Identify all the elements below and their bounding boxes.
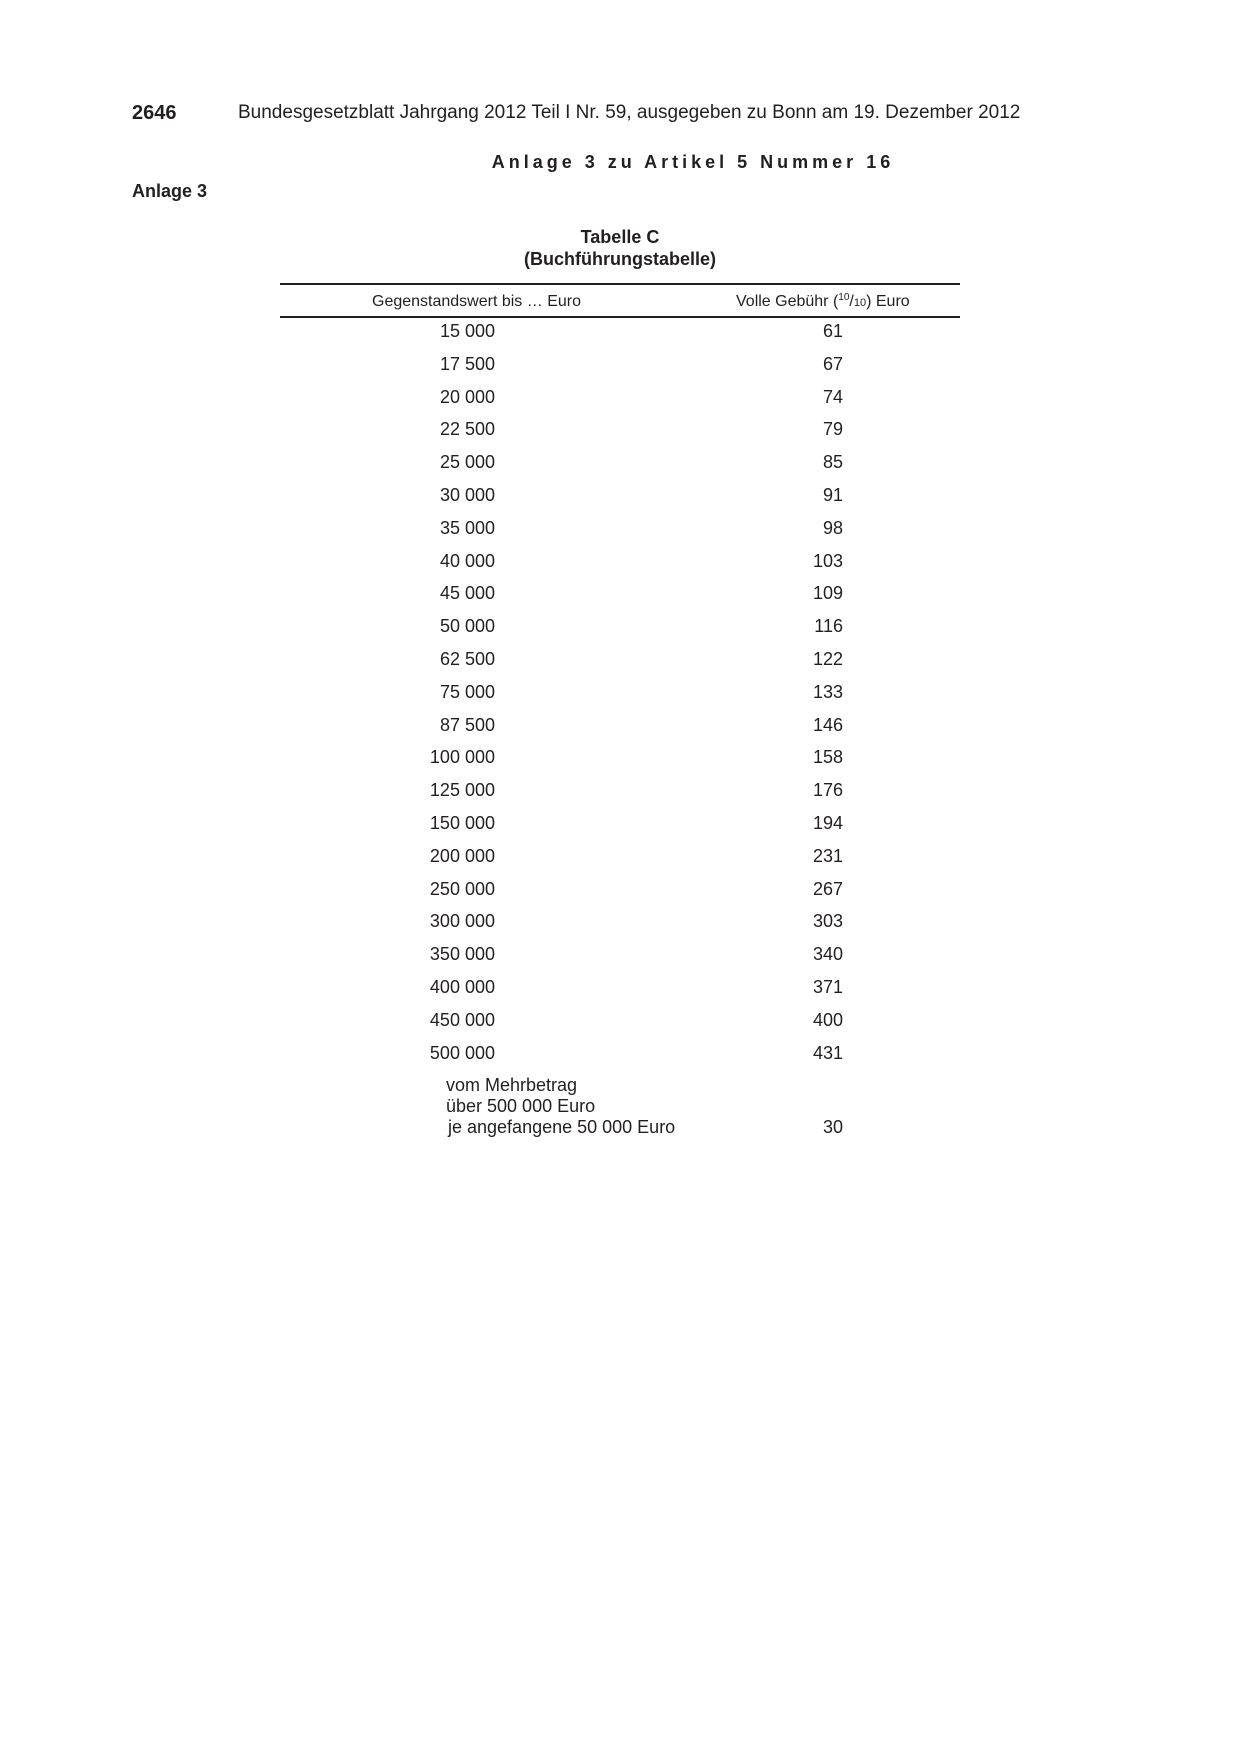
table-row	[280, 908, 960, 941]
cell-fee: 400	[812, 1009, 843, 1030]
page-number: 2646	[132, 102, 177, 124]
cell-value: 35 000	[439, 517, 495, 538]
cell-fee: 67	[822, 353, 843, 374]
table-row	[280, 974, 960, 1007]
cell-fee: 231	[812, 845, 843, 866]
cell-value: 17 500	[439, 353, 495, 374]
table-row	[280, 613, 960, 646]
cell-value: 87 500	[439, 714, 495, 735]
table-row	[280, 449, 960, 482]
cell-value: 40 000	[439, 550, 495, 571]
table-header	[280, 283, 960, 318]
cell-value: 500 000	[429, 1042, 495, 1063]
cell-fee: 116	[814, 616, 843, 637]
cell-value: 45 000	[439, 583, 495, 604]
annex-label: Anlage 3	[132, 181, 208, 201]
cell-value: 200 000	[429, 845, 495, 866]
cell-fee: 431	[812, 1042, 843, 1063]
table-row	[280, 843, 960, 876]
table-row	[280, 318, 960, 351]
cell-value: 30 000	[439, 484, 495, 505]
cell-fee: 303	[812, 911, 843, 932]
table-row	[280, 712, 960, 745]
cell-fee: 267	[812, 878, 843, 899]
surcharge-description	[446, 1075, 675, 1138]
surcharge-fee: 30	[822, 1117, 843, 1138]
table-row	[280, 1007, 960, 1040]
cell-fee: 194	[812, 812, 843, 833]
cell-value: 50 000	[439, 616, 495, 637]
table-row-surcharge	[280, 1072, 960, 1142]
table-row	[280, 679, 960, 712]
cell-fee: 98	[822, 517, 843, 538]
cell-value: 20 000	[439, 386, 495, 407]
cell-value: 22 500	[439, 419, 495, 440]
annex-heading-text: Anlage 3 zu Artikel 5 Nummer 16	[491, 152, 895, 172]
page-header	[132, 100, 1021, 126]
table-title-line1: Tabelle C	[580, 227, 660, 247]
fraction-separator: /	[849, 293, 854, 310]
cell-value: 400 000	[429, 976, 495, 997]
cell-fee: 158	[812, 747, 843, 768]
table-row	[280, 548, 960, 581]
cell-value: 15 000	[439, 321, 495, 341]
surcharge-line3: je angefangene 50 000 Euro	[448, 1117, 676, 1138]
cell-value: 62 500	[439, 648, 495, 669]
table-row	[280, 876, 960, 909]
cell-value: 250 000	[429, 878, 495, 899]
cell-value: 350 000	[429, 944, 495, 965]
table-row	[280, 646, 960, 679]
table-row	[280, 941, 960, 974]
table-row	[280, 777, 960, 810]
running-header: Bundesgesetzblatt Jahrgang 2012 Teil I Nr. 59, ausgegeben zu Bonn am 19. Dezember 2012	[238, 102, 1021, 123]
table-title	[280, 226, 960, 270]
cell-fee: 340	[812, 944, 843, 965]
cell-value: 125 000	[429, 780, 495, 801]
table-row	[280, 810, 960, 843]
table-row	[280, 384, 960, 417]
table-body	[280, 318, 960, 1072]
table-row	[280, 482, 960, 515]
fraction-numerator: 10	[838, 292, 850, 303]
fraction-denominator: 10	[853, 297, 867, 309]
cell-fee: 371	[812, 976, 843, 997]
column-header-value: Gegenstandswert bis … Euro	[372, 293, 581, 310]
cell-fee: 85	[822, 452, 843, 473]
cell-fee: 133	[812, 681, 843, 702]
table-row	[280, 416, 960, 449]
cell-value: 450 000	[429, 1009, 495, 1030]
cell-fee: 61	[822, 321, 843, 341]
cell-value: 100 000	[429, 747, 495, 768]
cell-fee: 122	[812, 648, 843, 669]
table-row	[280, 1040, 960, 1073]
column-header-fee-prefix: Volle Gebühr (	[736, 293, 839, 310]
surcharge-line2: über 500 000 Euro	[446, 1096, 596, 1117]
table-row	[280, 580, 960, 613]
column-header-fee-suffix: ) Euro	[866, 293, 910, 310]
cell-fee: 74	[822, 386, 843, 407]
cell-fee: 109	[812, 583, 843, 604]
cell-fee: 176	[812, 780, 843, 801]
table-row	[280, 515, 960, 548]
cell-fee: 91	[822, 484, 843, 505]
table-row	[280, 744, 960, 777]
cell-fee: 103	[812, 550, 843, 571]
surcharge-line1: vom Mehrbetrag	[446, 1075, 578, 1096]
cell-value: 150 000	[429, 812, 495, 833]
cell-value: 25 000	[439, 452, 495, 473]
table-row	[280, 351, 960, 384]
cell-value: 300 000	[429, 911, 495, 932]
table-title-line2: (Buchführungstabelle)	[524, 249, 716, 269]
cell-fee: 146	[812, 714, 843, 735]
fee-table	[280, 283, 960, 1142]
cell-value: 75 000	[439, 681, 495, 702]
column-header-fee	[736, 293, 910, 311]
cell-fee: 79	[822, 419, 843, 440]
annex-heading	[0, 152, 1241, 173]
